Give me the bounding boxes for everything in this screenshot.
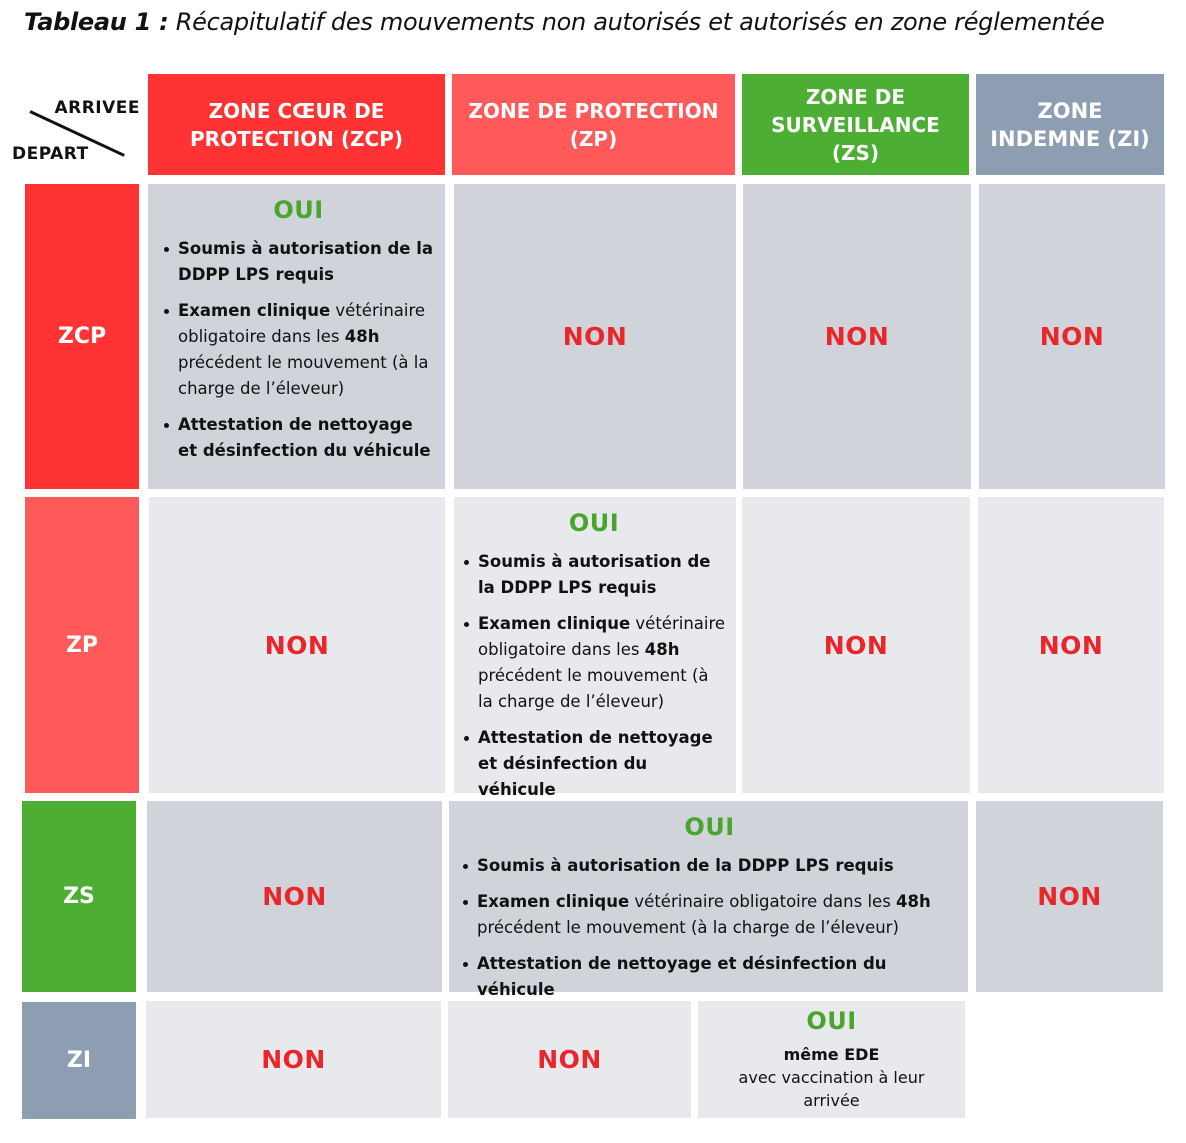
corner-cell xyxy=(8,90,144,170)
depart-label: DEPART xyxy=(12,144,89,164)
condition-attestation: Attestation de nettoyage et désinfection du véhicule xyxy=(462,725,726,803)
table-caption: Récapitulatif des mouvements non autorisés et autorisés en zone réglementée xyxy=(168,8,1105,36)
condition-examen: Examen clinique vétérinaire obligatoire dans les 48h précédent le mouvement (à la charge de l’éleveur) xyxy=(162,298,435,402)
zi-condition-vaccination: avec vaccination à leur arrivée xyxy=(738,1068,925,1110)
cell-zp-zcp: NON xyxy=(149,497,445,793)
column-header-zs: ZONE DE SURVEILLANCE (ZS) xyxy=(742,74,969,175)
condition-attestation: Attestation de nettoyage et désinfection du véhicule xyxy=(461,951,958,1003)
cell-zp-zs: NON xyxy=(742,497,970,793)
cell-zs-zcp: NON xyxy=(147,801,442,992)
column-header-zp: ZONE DE PROTECTION (ZP) xyxy=(452,74,735,175)
table-title xyxy=(24,8,1174,48)
conditions-list xyxy=(461,853,958,1003)
condition-authorisation: Soumis à autorisation de la DDPP LPS requis xyxy=(462,549,726,601)
cell-zp-zi: NON xyxy=(978,497,1164,793)
cell-zi-zs-zi xyxy=(698,1001,965,1118)
row-header-zcp: ZCP xyxy=(25,184,139,489)
column-header-zi: ZONE INDEMNE (ZI) xyxy=(976,74,1164,175)
condition-authorisation: Soumis à autorisation de la DDPP LPS requis xyxy=(162,236,435,288)
cell-zcp-zi: NON xyxy=(979,184,1165,489)
row-header-zp: ZP xyxy=(25,497,139,793)
row-header-zs: ZS xyxy=(22,801,136,992)
oui-label: OUI xyxy=(684,813,735,841)
condition-attestation: Attestation de nettoyage et désinfection du véhicule xyxy=(162,412,435,464)
cell-zcp-zs: NON xyxy=(743,184,971,489)
conditions-list xyxy=(462,549,726,803)
cell-zi-zp: NON xyxy=(448,1001,691,1118)
column-header-zcp: ZONE CŒUR DE PROTECTION (ZCP) xyxy=(148,74,445,175)
condition-examen: Examen clinique vétérinaire obligatoire dans les 48h précédent le mouvement (à la charge de l’éleveur) xyxy=(461,889,958,941)
oui-label: OUI xyxy=(568,509,620,537)
condition-examen: Examen clinique vétérinaire obligatoire dans les 48h précédent le mouvement (à la charge de l’éleveur) xyxy=(462,611,726,715)
oui-label: OUI xyxy=(806,1007,857,1035)
oui-label: OUI xyxy=(273,196,324,224)
zi-condition-ede: même EDE xyxy=(783,1045,880,1064)
table-number: Tableau 1 : xyxy=(24,8,169,36)
cell-zi-zcp: NON xyxy=(146,1001,441,1118)
cell-zcp-zcp xyxy=(148,184,445,489)
row-header-zi: ZI xyxy=(22,1002,136,1119)
cell-zp-zp xyxy=(454,497,736,799)
arrivee-label: ARRIVEE xyxy=(54,98,140,118)
conditions-list xyxy=(162,236,435,464)
cell-zs-zp-zs xyxy=(449,801,968,999)
cell-zs-zi: NON xyxy=(976,801,1163,992)
cell-zcp-zp: NON xyxy=(454,184,736,489)
condition-authorisation: Soumis à autorisation de la DDPP LPS requis xyxy=(461,853,958,879)
